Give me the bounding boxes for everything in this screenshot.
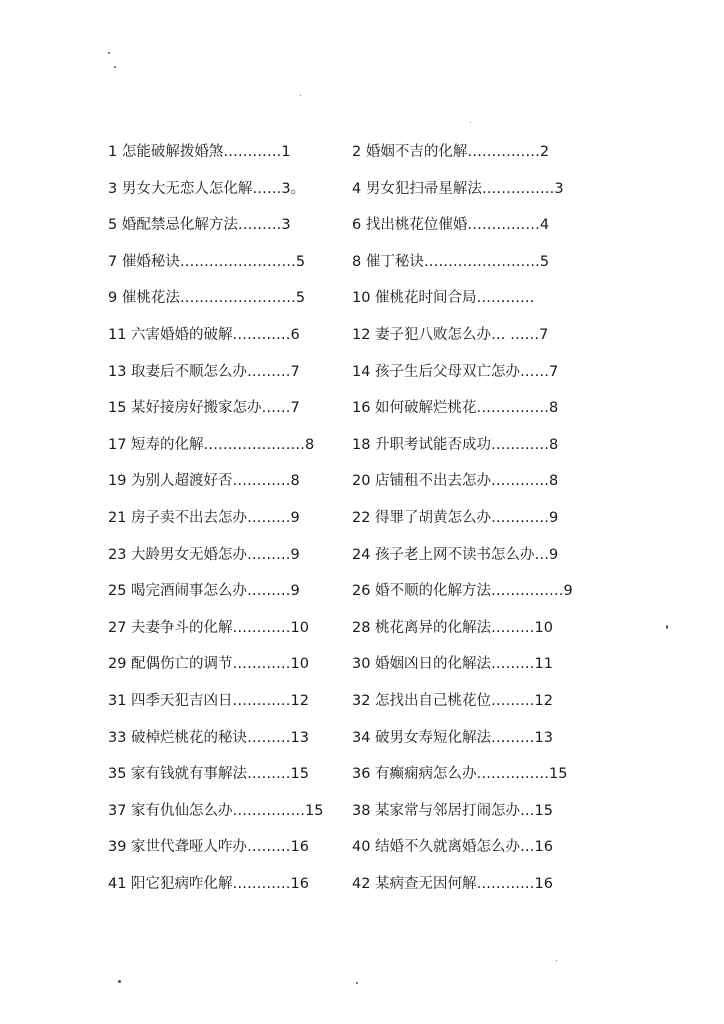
- toc-entry-28: 28 桃花离异的化解法………10: [352, 619, 554, 636]
- toc-entry-18: 18 升职考试能否成功…………8: [352, 436, 559, 453]
- toc-entry-10: 10 催桃花时间合局…………: [352, 290, 535, 307]
- toc-entry-21: 21 房子卖不出去怎办………9: [108, 509, 300, 526]
- toc-entry-30: 30 婚姻凶日的化解法………11: [352, 656, 554, 673]
- toc-entry-23: 23 大龄男女无婚怎办………9: [108, 546, 300, 563]
- toc-entry-7: 7 催婚秘诀……………………5: [108, 253, 306, 270]
- toc-entry-9: 9 催桃花法……………………5: [108, 290, 306, 307]
- toc-entry-1: 1 怎能破解拨婚煞…………1: [108, 144, 291, 160]
- toc-entry-24: 24 孩子老上网不读书怎么办…9: [352, 546, 559, 563]
- toc-entry-25: 25 喝完酒闹事怎么办………9: [108, 583, 300, 600]
- table-of-contents: [108, 140, 598, 908]
- scan-speck: [118, 980, 121, 983]
- toc-entry-6: 6 找出桃花位催婚……………4: [352, 217, 550, 234]
- toc-entry-32: 32 怎找出自己桃花位………12: [352, 692, 554, 709]
- toc-entry-16: 16 如何破解烂桃花……………8: [352, 400, 559, 417]
- toc-entry-20: 20 店铺租不出去怎办…………8: [352, 473, 559, 490]
- toc-entry-41: 41 阳它犯病咋化解…………16: [108, 875, 310, 892]
- scan-speck: [666, 625, 668, 629]
- toc-entry-29: 29 配偶伤亡的调节…………10: [108, 656, 310, 673]
- toc-entry-2: 2 婚姻不吉的化解……………2: [352, 144, 550, 160]
- toc-entry-27: 27 夫妻争斗的化解…………10: [108, 619, 310, 636]
- toc-entry-8: 8 催丁秘诀……………………5: [352, 253, 550, 270]
- toc-entry-5: 5 婚配禁忌化解方法………3: [108, 217, 291, 234]
- toc-entry-13: 13 取妻后不顺怎么办………7: [108, 363, 300, 380]
- toc-entry-15: 15 某好接房好搬家怎办……7: [108, 400, 300, 417]
- toc-entry-17: 17 短寿的化解…………………8: [108, 436, 315, 453]
- toc-entry-11: 11 六害婚婚的破解…………6: [108, 326, 300, 343]
- toc-entry-37: 37 家有仇仙怎么办……………15: [108, 802, 324, 819]
- toc-entry-14: 14 孩子生后父母双亡怎办……7: [352, 363, 559, 380]
- toc-entry-42: 42 某病查无因何解…………16: [352, 875, 554, 892]
- scan-speck: [556, 960, 557, 961]
- toc-entry-33: 33 破棹烂桃花的秘诀………13: [108, 729, 310, 746]
- toc-entry-40: 40 结婚不久就离婚怎么办…16: [352, 839, 554, 856]
- scan-speck: [356, 982, 358, 984]
- toc-entry-22: 22 得罪了胡黄怎么办…………9: [352, 509, 559, 526]
- toc-entry-35: 35 家有钱就有事解法………15: [108, 766, 310, 783]
- toc-entry-19: 19 为别人超渡好否…………8: [108, 473, 300, 490]
- scan-speck: [108, 52, 110, 54]
- toc-entry-34: 34 破男女寿短化解法………13: [352, 729, 554, 746]
- toc-entry-12: 12 妻子犯八败怎么办… ……7: [352, 326, 549, 343]
- toc-entry-3: 3 男女大无恋人怎化解……3。: [108, 180, 306, 197]
- scan-speck: [114, 66, 116, 68]
- scan-speck: [300, 95, 301, 96]
- toc-entry-36: 36 有癫痫病怎么办……………15: [352, 766, 568, 783]
- toc-entry-4: 4 男女犯扫帚星解法……………3: [352, 180, 564, 197]
- toc-entry-39: 39 家世代聋哑人咋办………16: [108, 839, 310, 856]
- scan-speck: [470, 122, 471, 123]
- toc-entry-38: 38 某家常与邻居打闹怎办…15: [352, 802, 554, 819]
- toc-entry-26: 26 婚不顺的化解方法……………9: [352, 583, 573, 600]
- toc-entry-31: 31 四季天犯吉凶日…………12: [108, 692, 310, 709]
